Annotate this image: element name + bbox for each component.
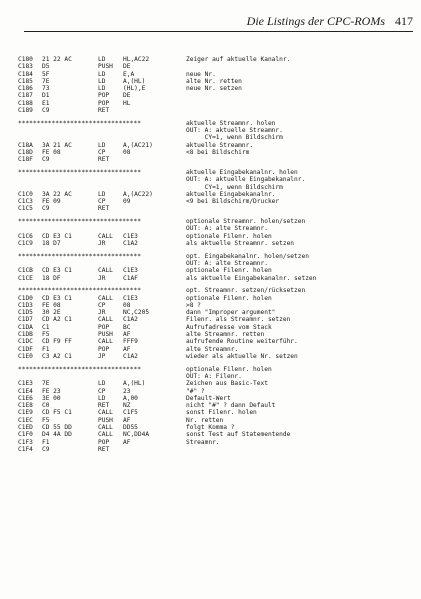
- address-cell: C1DA: [18, 323, 33, 331]
- operand-cell: 08: [123, 148, 131, 156]
- mnemonic-cell: CP: [98, 387, 106, 395]
- mnemonic-cell: POP: [98, 92, 110, 100]
- mnemonic-cell: POP: [98, 345, 110, 353]
- opcode-bytes-cell: FE 08: [42, 148, 61, 156]
- address-cell: C1F4: [18, 445, 33, 453]
- comment-cell: OUT: A: aktuelle Streamnr.: [186, 127, 283, 135]
- listing-line: [18, 198, 413, 205]
- operand-cell: C1E3: [123, 267, 138, 275]
- mnemonic-cell: RET: [98, 156, 110, 164]
- operand-cell: C1AF: [123, 274, 138, 282]
- comment-cell: Default-Wert: [186, 394, 231, 402]
- comment-cell: aufrufende Routine weiterführ.: [186, 338, 298, 346]
- address-cell: C183: [18, 63, 33, 71]
- mnemonic-cell: POP: [98, 99, 110, 107]
- address-cell: C1DC: [18, 338, 33, 346]
- listing-line: [18, 107, 413, 114]
- mnemonic-cell: POP: [98, 438, 110, 446]
- comment-cell: Streamnr.: [186, 438, 220, 446]
- comment-cell: OUT: A: alte Streamnr.: [186, 259, 268, 267]
- listing-line: [18, 127, 413, 134]
- mnemonic-cell: RET: [98, 107, 110, 115]
- mnemonic-cell: RET: [98, 402, 110, 410]
- operand-cell: DD55: [123, 424, 138, 431]
- routine-header-line: [18, 120, 413, 127]
- comment-cell: Filenr. als Streamnr. setzen: [186, 316, 291, 324]
- operand-cell: A,(HL): [123, 77, 146, 85]
- running-title: Die Listings der CPC-ROMs: [246, 14, 385, 28]
- operand-cell: A,(HL): [123, 380, 146, 388]
- operand-cell: NZ: [123, 402, 131, 410]
- mnemonic-cell: CP: [98, 301, 106, 309]
- opcode-bytes-cell: FE 08: [42, 301, 61, 309]
- comment-cell: "#" ?: [186, 387, 205, 395]
- listing-line: [18, 353, 413, 360]
- routine-header-line: [18, 218, 413, 225]
- opcode-bytes-cell: 3A 22 AC: [42, 190, 72, 198]
- mnemonic-cell: PUSH: [98, 331, 113, 339]
- address-cell: C1ED: [18, 424, 33, 431]
- listing-line: [18, 316, 413, 323]
- address-cell: C1CE: [18, 274, 33, 282]
- routine-header-line: [18, 253, 413, 260]
- opcode-bytes-cell: 18 D7: [42, 240, 61, 247]
- listing-line: [18, 225, 413, 232]
- listing-line: [18, 85, 413, 92]
- address-cell: C180: [18, 56, 33, 63]
- opcode-bytes-cell: 7E: [42, 77, 50, 85]
- mnemonic-cell: CALL: [98, 424, 113, 431]
- operand-cell: C1E3: [123, 232, 138, 240]
- mnemonic-cell: JR: [98, 240, 106, 247]
- comment-cell: aktuelle Streamnr. holen: [186, 119, 276, 127]
- opcode-bytes-cell: C9: [42, 156, 50, 164]
- operand-cell: AF: [123, 345, 131, 353]
- opcode-bytes-cell: F5: [42, 331, 50, 339]
- opcode-bytes-cell: C9: [42, 445, 50, 453]
- listing-line: [18, 176, 413, 183]
- comment-cell: alte Streamnr. retten: [186, 331, 265, 339]
- operand-cell: HL,AC22: [123, 56, 150, 63]
- mnemonic-cell: POP: [98, 323, 110, 331]
- opcode-bytes-cell: 73: [42, 85, 50, 93]
- opcode-bytes-cell: CD F9 FF: [42, 338, 72, 346]
- address-cell: C189: [18, 107, 33, 115]
- opcode-bytes-cell: C9: [42, 205, 50, 213]
- listing-line: [18, 424, 413, 431]
- address-cell: C1E9: [18, 409, 33, 417]
- comment-cell: >8 ?: [186, 301, 201, 309]
- address-cell: C1C3: [18, 198, 33, 206]
- listing-line: [18, 156, 413, 163]
- opcode-bytes-cell: C1: [42, 323, 50, 331]
- address-cell: C18A: [18, 141, 33, 149]
- opcode-bytes-cell: CD 55 DD: [42, 424, 72, 431]
- operand-cell: 23: [123, 387, 131, 395]
- opcode-bytes-cell: 18 DF: [42, 274, 61, 282]
- comment-cell: alte Streamnr.: [186, 345, 239, 353]
- comment-cell: optionale Filenr. holen: [186, 267, 272, 275]
- operand-cell: A,(AC21): [123, 141, 153, 149]
- separator-stars: *********************************: [18, 365, 141, 373]
- address-cell: C1E0: [18, 352, 33, 360]
- listing-line: [18, 267, 413, 274]
- address-cell: C1C6: [18, 232, 33, 240]
- operand-cell: DE: [123, 92, 131, 100]
- comment-cell: opt. Eingabekanalnr. holen/setzen: [186, 252, 309, 260]
- mnemonic-cell: CP: [98, 198, 106, 206]
- opcode-bytes-cell: CD E3 C1: [42, 232, 72, 240]
- operand-cell: C1A2: [123, 352, 138, 360]
- address-cell: C1D7: [18, 316, 33, 324]
- listing-line: [18, 324, 413, 331]
- mnemonic-cell: LD: [98, 85, 106, 93]
- comment-cell: optionale Filenr. holen: [186, 365, 272, 373]
- comment-cell: als aktuelle Streamnr. setzen: [186, 240, 295, 247]
- address-cell: C187: [18, 92, 33, 100]
- listing-line: [18, 395, 413, 402]
- operand-cell: AF: [123, 416, 131, 424]
- opcode-bytes-cell: D4 4A DD: [42, 431, 72, 439]
- opcode-bytes-cell: FE 23: [42, 387, 61, 395]
- mnemonic-cell: LD: [98, 56, 106, 63]
- address-cell: C1E8: [18, 402, 33, 410]
- mnemonic-cell: LD: [98, 70, 106, 78]
- comment-cell: Aufrufadresse vom Stack: [186, 323, 272, 331]
- operand-cell: A,(AC22): [123, 190, 153, 198]
- opcode-bytes-cell: 21 22 AC: [42, 56, 72, 63]
- address-cell: C188: [18, 99, 33, 107]
- opcode-bytes-cell: CD E3 C1: [42, 294, 72, 302]
- routine-header-line: [18, 366, 413, 373]
- address-cell: C1E6: [18, 394, 33, 402]
- listing-line: [18, 380, 413, 387]
- operand-cell: FFF9: [123, 338, 138, 346]
- comment-cell: neue Nr.: [186, 70, 216, 78]
- mnemonic-cell: RET: [98, 205, 110, 213]
- mnemonic-cell: JR: [98, 309, 106, 317]
- listing-line: [18, 260, 413, 267]
- comment-cell: dann "Improper argument": [186, 309, 276, 317]
- listing-line: [18, 134, 413, 141]
- address-cell: C1C9: [18, 240, 33, 247]
- mnemonic-cell: PUSH: [98, 63, 113, 71]
- mnemonic-cell: CP: [98, 148, 106, 156]
- separator-stars: *********************************: [18, 218, 141, 226]
- opcode-bytes-cell: CD E3 C1: [42, 267, 72, 275]
- operand-cell: C1A2: [123, 240, 138, 247]
- routine-header-line: [18, 169, 413, 176]
- address-cell: C1E3: [18, 380, 33, 388]
- address-cell: C18D: [18, 148, 33, 156]
- opcode-bytes-cell: CD A2 C1: [42, 316, 72, 324]
- comment-cell: CY=1, wenn Bildschirm: [186, 134, 283, 142]
- listing-line: [18, 275, 413, 282]
- opcode-bytes-cell: 3E 00: [42, 394, 61, 402]
- opcode-bytes-cell: C9: [42, 107, 50, 115]
- operand-cell: C1E3: [123, 294, 138, 302]
- mnemonic-cell: LD: [98, 77, 106, 85]
- listing-line: [18, 71, 413, 78]
- comment-cell: Nr. retten: [186, 416, 224, 424]
- listing-line: [18, 92, 413, 99]
- mnemonic-cell: PUSH: [98, 416, 113, 424]
- address-cell: C1C5: [18, 205, 33, 213]
- listing-line: [18, 142, 413, 149]
- listing-line: [18, 302, 413, 309]
- comment-cell: alte Nr. retten: [186, 77, 242, 85]
- comment-cell: <8 bei Bildschirm: [186, 148, 250, 156]
- mnemonic-cell: LD: [98, 141, 106, 149]
- mnemonic-cell: CALL: [98, 316, 113, 324]
- listing-line: [18, 63, 413, 70]
- listing-line: [18, 439, 413, 446]
- listing-line: [18, 100, 413, 107]
- comment-cell: opt. Streamnr. setzen/rücksetzen: [186, 287, 306, 295]
- comment-cell: sonst Filenr. holen: [186, 409, 257, 417]
- mnemonic-cell: CALL: [98, 294, 113, 302]
- opcode-bytes-cell: F1: [42, 345, 50, 353]
- separator-stars: *********************************: [18, 168, 141, 176]
- comment-cell: optionale Filenr. holen: [186, 294, 272, 302]
- opcode-bytes-cell: C0: [42, 402, 50, 410]
- page-number: 417: [395, 14, 413, 28]
- listing-line: [18, 346, 413, 353]
- opcode-bytes-cell: 7E: [42, 380, 50, 388]
- operand-cell: C1A2: [123, 316, 138, 324]
- listing-line: [18, 309, 413, 316]
- address-cell: C1C0: [18, 190, 33, 198]
- comment-cell: OUT: A: aktuelle Eingabekanalnr.: [186, 176, 306, 184]
- address-cell: C1D5: [18, 309, 33, 317]
- opcode-bytes-cell: F5: [42, 416, 50, 424]
- mnemonic-cell: CALL: [98, 232, 113, 240]
- address-cell: C184: [18, 70, 33, 78]
- opcode-bytes-cell: D1: [42, 92, 50, 100]
- listing-line: [18, 191, 413, 198]
- operand-cell: NC,C205: [123, 309, 150, 317]
- operand-cell: (HL),E: [123, 85, 146, 93]
- address-cell: C186: [18, 85, 33, 93]
- listing-line: [18, 331, 413, 338]
- operand-cell: 08: [123, 301, 131, 309]
- mnemonic-cell: CALL: [98, 409, 113, 417]
- listing-line: [18, 295, 413, 302]
- operand-cell: HL: [123, 99, 131, 107]
- mnemonic-cell: LD: [98, 380, 106, 388]
- listing-line: [18, 388, 413, 395]
- comment-cell: Zeiger auf aktuelle Kanalnr.: [186, 56, 291, 63]
- routine-header-line: [18, 287, 413, 294]
- comment-cell: folgt Komma ?: [186, 424, 235, 431]
- operand-cell: BC: [123, 323, 131, 331]
- listing-line: [18, 184, 413, 191]
- address-cell: C1F0: [18, 431, 33, 439]
- listing-line: [18, 205, 413, 212]
- operand-cell: A,00: [123, 394, 138, 402]
- comment-cell: aktuelle Streamnr.: [186, 141, 254, 149]
- mnemonic-cell: CALL: [98, 338, 113, 346]
- listing-line: [18, 56, 413, 63]
- mnemonic-cell: JP: [98, 352, 106, 360]
- comment-cell: aktuelle Eingabekanalnr. holen: [186, 168, 298, 176]
- listing-line: [18, 417, 413, 424]
- listing-line: [18, 373, 413, 380]
- comment-cell: nicht "#" ? dann Default: [186, 402, 276, 410]
- comment-cell: optionale Streamnr. holen/setzen: [186, 218, 306, 226]
- operand-cell: DE: [123, 63, 131, 71]
- operand-cell: C1F5: [123, 409, 138, 417]
- listing-line: [18, 233, 413, 240]
- address-cell: C1EC: [18, 416, 33, 424]
- opcode-bytes-cell: C3 A2 C1: [42, 352, 72, 360]
- opcode-bytes-cell: CD F5 C1: [42, 409, 72, 417]
- address-cell: C1DF: [18, 345, 33, 353]
- mnemonic-cell: LD: [98, 190, 106, 198]
- separator-stars: *********************************: [18, 119, 141, 127]
- mnemonic-cell: JR: [98, 274, 106, 282]
- mnemonic-cell: RET: [98, 445, 110, 453]
- listing-line: [18, 338, 413, 345]
- header-rule: [24, 31, 413, 32]
- comment-cell: OUT: A: Filenr.: [186, 372, 242, 380]
- mnemonic-cell: CALL: [98, 267, 113, 275]
- listing-line: [18, 402, 413, 409]
- comment-cell: sonst Test auf Statementende: [186, 431, 291, 439]
- comment-cell: neue Nr. setzen: [186, 85, 242, 93]
- opcode-bytes-cell: 30 2E: [42, 309, 61, 317]
- operand-cell: 09: [123, 198, 131, 206]
- comment-cell: OUT: A: alte Streamnr.: [186, 225, 268, 233]
- separator-stars: *********************************: [18, 287, 141, 295]
- separator-stars: *********************************: [18, 252, 141, 260]
- listing-line: [18, 240, 413, 247]
- address-cell: C1E4: [18, 387, 33, 395]
- address-cell: C1D0: [18, 294, 33, 302]
- address-cell: C1CB: [18, 267, 33, 275]
- opcode-bytes-cell: D5: [42, 63, 50, 71]
- address-cell: C18F: [18, 156, 33, 164]
- comment-cell: optionale Filenr. holen: [186, 232, 272, 240]
- address-cell: C185: [18, 77, 33, 85]
- opcode-bytes-cell: 5F: [42, 70, 50, 78]
- listing-line: [18, 446, 413, 453]
- address-cell: C1DB: [18, 331, 33, 339]
- mnemonic-cell: LD: [98, 394, 106, 402]
- comment-cell: wieder als aktuelle Nr. setzen: [186, 352, 298, 360]
- comment-cell: Zeichen aus Basic-Text: [186, 380, 268, 388]
- address-cell: C1F3: [18, 438, 33, 446]
- opcode-bytes-cell: FE 09: [42, 198, 61, 206]
- listing-line: [18, 431, 413, 438]
- assembly-listing: [18, 56, 413, 453]
- comment-cell: <9 bei Bildschirm/Drucker: [186, 198, 280, 206]
- opcode-bytes-cell: 3A 21 AC: [42, 141, 72, 149]
- comment-cell: aktuelle Eingabekanalnr.: [186, 190, 276, 198]
- opcode-bytes-cell: E1: [42, 99, 50, 107]
- listing-line: [18, 409, 413, 416]
- listing-line: [18, 78, 413, 85]
- operand-cell: AF: [123, 331, 131, 339]
- operand-cell: NC,DD4A: [123, 431, 150, 439]
- listing-line: [18, 149, 413, 156]
- comment-cell: als aktuelle Eingabekanalnr. setzen: [186, 274, 317, 282]
- operand-cell: E,A: [123, 70, 135, 78]
- comment-cell: CY=1, wenn Bildschirm: [186, 183, 283, 191]
- page-header: [0, 14, 421, 36]
- address-cell: C1D3: [18, 301, 33, 309]
- operand-cell: AF: [123, 438, 131, 446]
- opcode-bytes-cell: F1: [42, 438, 50, 446]
- mnemonic-cell: CALL: [98, 431, 113, 439]
